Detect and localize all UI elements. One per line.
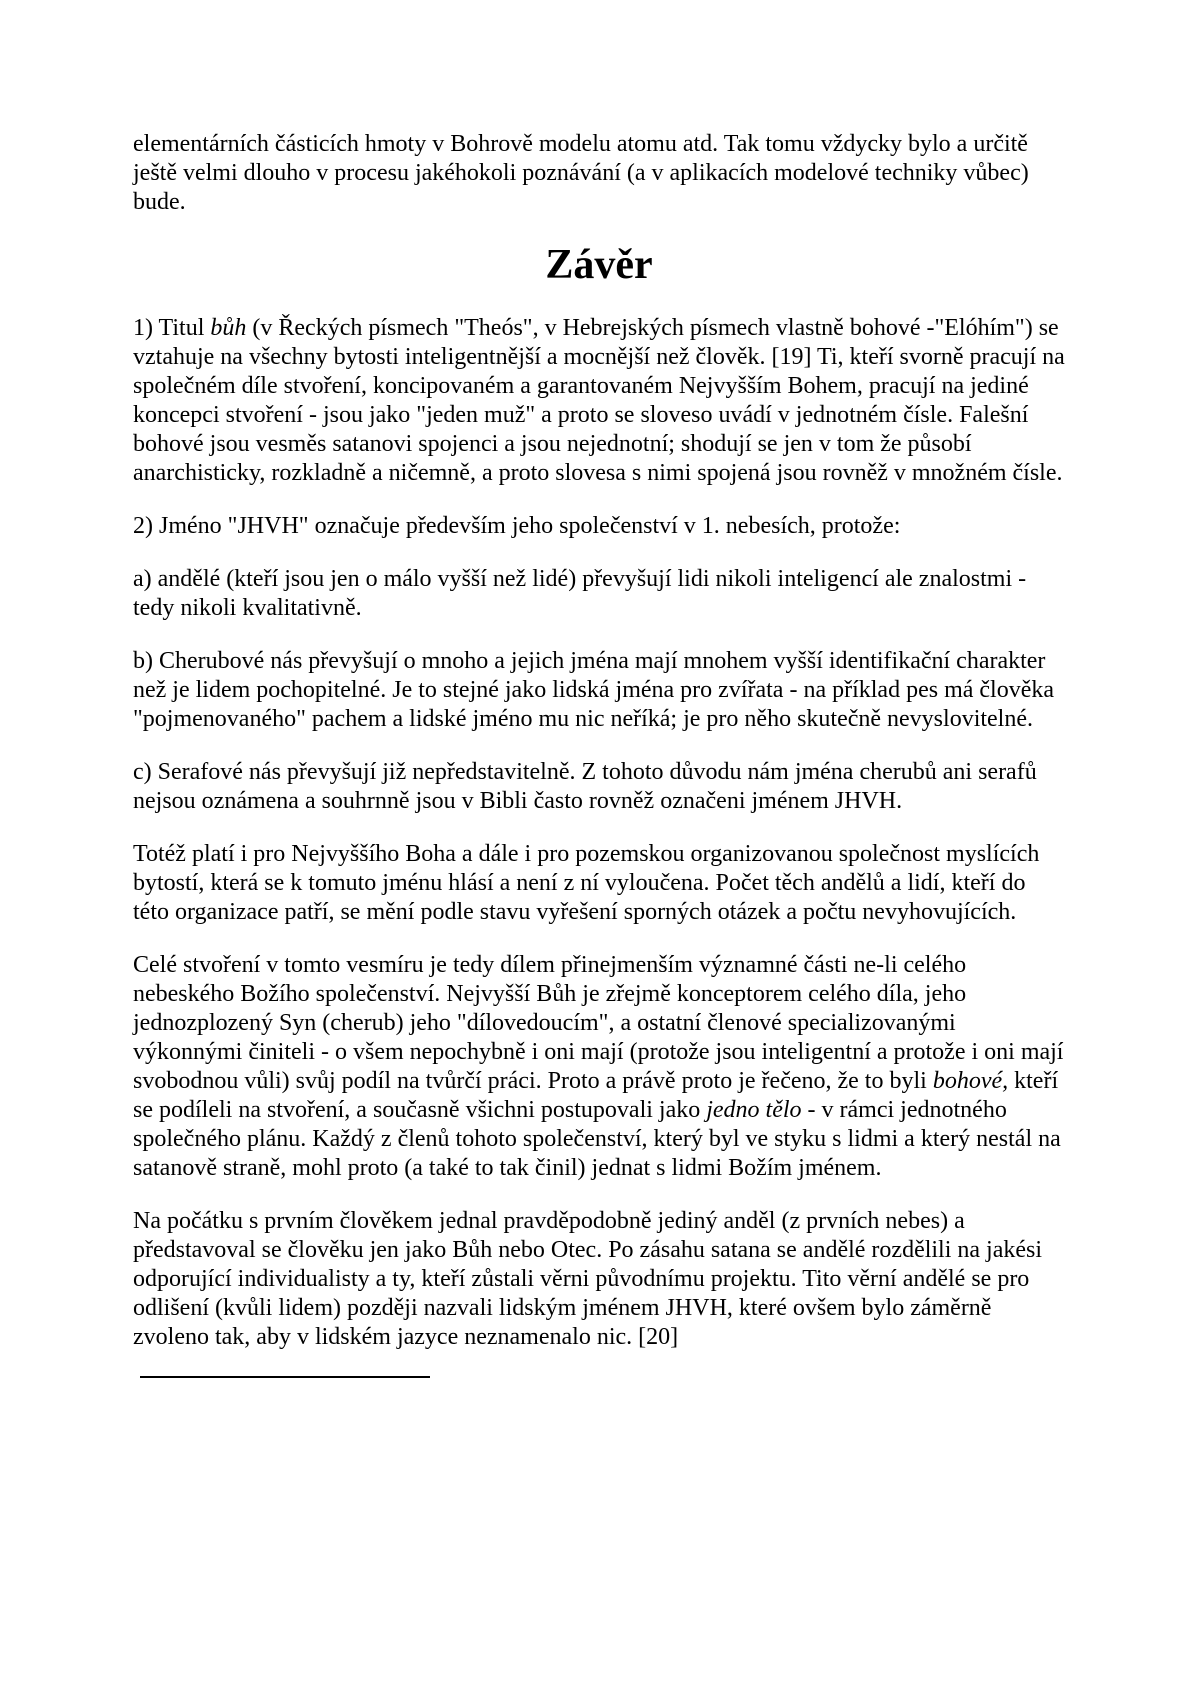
body-section <box>133 314 1065 1352</box>
text-run: kteří se podíleli na stvoření, a současně všichni postupovali jako <box>133 1068 1059 1123</box>
document-content <box>133 130 1065 1378</box>
text-run: b) Cherubové nás převyšují o mnoho a jejich jména mají mnohem vyšší identifikační charakter než je lidem pochopitelné. Je to stejné jako lidská jména pro zvířata - na příklad pes má člověka "pojmenovaného" pachem a lidské jméno mu nic neříká; je pro něho skutečně nevyslovitelné. <box>133 648 1055 732</box>
text-run: bohové, <box>932 1068 1009 1094</box>
footnote-separator <box>140 1376 430 1378</box>
text-run: elementárních částicích hmoty v Bohrově modelu atomu atd. Tak tomu vždycky bylo a určitě ještě velmi dlouho v procesu jakéhokoli poznávání (a v aplikacích modelové techniky vůbec) bude. <box>133 131 1029 215</box>
text-run: 1) Titul <box>133 315 211 341</box>
text-run: jedno tělo <box>706 1097 802 1123</box>
text-run: Totéž platí i pro Nejvyššího Boha a dále i pro pozemskou organizovanou společnost myslících bytostí, která se k tomuto jménu hlásí a není z ní vyloučena. Počet těch andělů a lidí, kteří do této organizace patří, se mění podle stavu vyřešení sporných otázek a počtu nevyhovujících. <box>133 841 1040 925</box>
text-run: Celé stvoření v tomto vesmíru je tedy dílem přinejmenším významné části ne-li celého nebeského Božího společenství. Nejvyšší Bůh je zřejmě konceptorem celého díla, jeho jednozplozený Syn (cherub) jeho "dílovedoucím", a ostatní členové specializovanými výkonnými činiteli - o všem nepochybně i oni mají (protože jsou inteligentní a protože i oni mají svobodnou vůli) svůj podíl na tvůrčí práci. Proto a právě proto je řečeno, že to byli <box>133 952 1064 1094</box>
section-heading: Závěr <box>545 242 653 288</box>
text-run: 2) Jméno "JHVH" označuje především jeho společenství v 1. nebesích, protože: <box>133 513 901 539</box>
paragraph <box>133 951 1065 1183</box>
text-run: a) andělé (kteří jsou jen o málo vyšší než lidé) převyšují lidi nikoli inteligencí ale znalostmi - tedy nikoli kvalitativně. <box>133 566 1027 621</box>
paragraph <box>133 565 1065 623</box>
paragraph <box>133 758 1065 816</box>
text-run: bůh <box>210 315 247 341</box>
paragraph <box>133 512 1065 541</box>
paragraph <box>133 1207 1065 1352</box>
intro-section <box>133 130 1065 217</box>
paragraph <box>133 840 1065 927</box>
paragraph <box>133 647 1065 734</box>
paragraph <box>133 314 1065 488</box>
text-run: (v Řeckých písmech "Theós", v Hebrejských písmech vlastně bohové -"Elóhím") se vztahuje na všechny bytosti inteligentnější a mocnější než člověk. [19] Ti, kteří svorně pracují na společném díle stvoření, koncipovaném a garantovaném Nejvyšším Bohem, pracují na jediné koncepci stvoření - jsou jako "jeden muž" a proto se sloveso uvádí v jednotném čísle. Falešní bohové jsou vesměs satanovi spojenci a jsou nejednotní; shodují se jen v tom že působí anarchisticky, rozkladně a ničemně, a proto slovesa s nimi spojená jsou rovněž v množném čísle. <box>133 315 1065 486</box>
text-run: - v rámci jednotného společného plánu. Každý z členů tohoto společenství, který byl ve styku s lidmi a který nestál na satanově straně, mohl proto (a také to tak činil) jednat s lidmi Božím jménem. <box>133 1097 1061 1181</box>
text-run: c) Serafové nás převyšují již nepředstavitelně. Z tohoto důvodu nám jména cherubů ani serafů nejsou oznámena a souhrnně jsou v Bibli často rovněž označeni jménem JHVH. <box>133 759 1037 814</box>
paragraph <box>133 130 1065 217</box>
text-run: Na počátku s prvním člověkem jednal pravděpodobně jediný anděl (z prvních nebes) a představoval se člověku jen jako Bůh nebo Otec. Po zásahu satana se andělé rozdělili na jakési odporující individualisty a ty, kteří zůstali věrni původnímu projektu. Tito věrní andělé se pro odlišení (kvůli lidem) později nazvali lidským jménem JHVH, které ovšem bylo záměrně zvoleno tak, aby v lidském jazyce neznamenalo nic. [20] <box>133 1208 1043 1350</box>
